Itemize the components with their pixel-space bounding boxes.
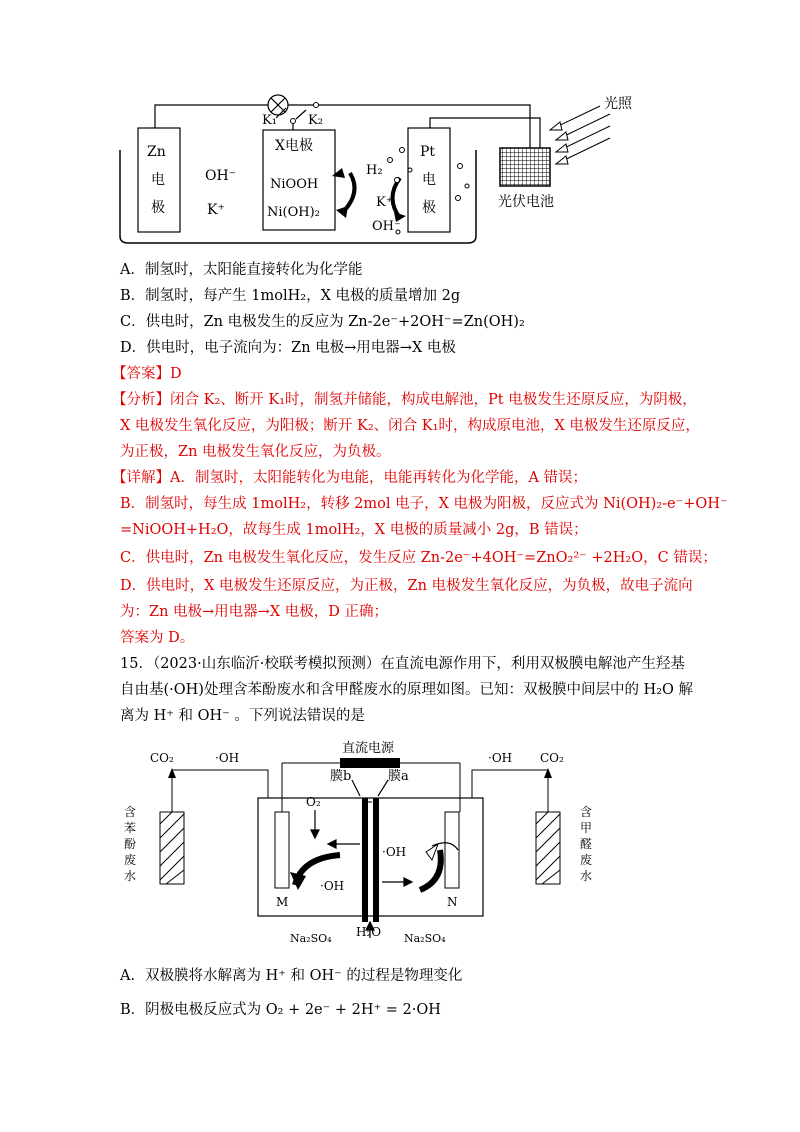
detail-line: 【详解】A．制氢时，太阳能转化为电能，电能再转化为化学能，A 错误； (112, 470, 588, 486)
power-label: 直流电源 (342, 741, 395, 756)
solar-cell-icon (500, 148, 550, 186)
svg-text:·OH: ·OH (382, 845, 407, 859)
svg-text:N: N (447, 895, 458, 909)
electrode-n (445, 812, 459, 888)
svg-text:甲: 甲 (580, 821, 593, 835)
svg-text:酚: 酚 (124, 837, 137, 851)
zn-label: Zn (147, 144, 166, 160)
svg-text:废: 废 (124, 853, 137, 867)
option-d: D．供电时，电子流向为：Zn 电极→用电器→X 电极 (120, 340, 456, 356)
light-label: 光照 (604, 96, 632, 112)
svg-text:·OH: ·OH (215, 751, 240, 765)
option-b: B．制氢时，每产生 1molH₂，X 电极的质量增加 2g (120, 288, 461, 304)
switch-k2 (296, 110, 306, 119)
question-stem: 15．（2023·山东临沂·校联考模拟预测）在直流电源作用下，利用双极膜电解池产生羟基 (120, 656, 685, 672)
analysis-line: 【分析】闭合 K₂、断开 K₁时，制氢并储能，构成电解池，Pt 电极发生还原反应，为阴极， (112, 392, 697, 408)
k1-label: K₁ (262, 113, 277, 128)
svg-text:水: 水 (580, 869, 593, 883)
curved-arrow-icon (393, 178, 401, 218)
electrode-m (275, 812, 289, 888)
svg-text:CO₂: CO₂ (150, 751, 174, 765)
electrolysis-battery-diagram (110, 88, 670, 248)
svg-text:·OH: ·OH (320, 879, 345, 893)
svg-text:极: 极 (151, 200, 165, 216)
membrane-b (362, 798, 368, 922)
option-c: C．供电时，Zn 电极发生的反应为 Zn-2e⁻+2OH⁻=Zn(OH)₂ (120, 314, 525, 330)
detail-line: 为：Zn 电极→用电器→X 电极，D 正确； (120, 604, 388, 620)
final-answer: 答案为 D。 (120, 630, 195, 646)
svg-text:K⁺: K⁺ (207, 202, 225, 218)
detail-line: D．供电时，X 电极发生还原反应，为正极，Zn 电极发生氧化反应，为负极，故电子流向 (120, 578, 693, 594)
svg-text:H₂O: H₂O (356, 925, 382, 939)
svg-text:膜b: 膜b (330, 769, 352, 784)
k2-label: K₂ (308, 113, 323, 128)
svg-text:含: 含 (124, 805, 137, 819)
svg-text:OH⁻: OH⁻ (372, 219, 401, 234)
svg-text:极: 极 (422, 200, 436, 216)
power-supply (340, 758, 400, 768)
svg-text:O₂: O₂ (306, 795, 321, 809)
svg-text:电: 电 (422, 172, 436, 188)
membrane-a (373, 798, 379, 922)
svg-text:·OH: ·OH (488, 751, 513, 765)
svg-text:膜a: 膜a (388, 769, 409, 784)
svg-text:CO₂: CO₂ (540, 751, 564, 765)
svg-text:醛: 醛 (580, 837, 593, 851)
answer-label: 【答案】D (112, 366, 182, 382)
svg-text:H₂: H₂ (366, 163, 383, 178)
svg-text:Na₂SO₄: Na₂SO₄ (404, 932, 446, 945)
svg-text:电: 电 (151, 172, 165, 188)
option-a: A．制氢时，太阳能直接转化为化学能 (120, 262, 363, 278)
solar-cell-label: 光伏电池 (498, 194, 554, 210)
svg-text:M: M (276, 895, 289, 909)
question-stem: 自由基(·OH)处理含苯酚废水和含甲醛废水的原理如图。已知：双极膜中间层中的 H₂O 解 (120, 682, 694, 698)
option-a: A．双极膜将水解离为 H⁺ 和 OH⁻ 的过程是物理变化 (120, 968, 463, 984)
svg-text:含: 含 (580, 805, 593, 819)
x-electrode-title: X电极 (275, 138, 313, 154)
detail-line: =NiOOH+H₂O，故每生成 1molH₂，X 电极的质量减小 2g，B 错误； (120, 522, 588, 538)
detail-line: B．制氢时，每生成 1molH₂，转移 2mol 电子，X 电极为阳极，反应式为 Ni(OH)₂-e⁻+OH⁻ (120, 496, 728, 512)
svg-text:Ni(OH)₂: Ni(OH)₂ (267, 205, 320, 220)
svg-text:NiOOH: NiOOH (270, 177, 319, 192)
svg-text:水: 水 (124, 869, 137, 883)
analysis-line: X 电极发生氧化反应，为阳极；断开 K₂、闭合 K₁时，构成原电池，X 电极发生还原反应， (120, 418, 700, 434)
question-stem: 离为 H⁺ 和 OH⁻ 。下列说法错误的是 (120, 708, 365, 724)
svg-text:苯: 苯 (124, 821, 137, 835)
svg-text:K⁺: K⁺ (376, 195, 393, 210)
svg-text:废: 废 (580, 853, 593, 867)
option-b: B．阴极电极反应式为 O₂ + 2e⁻ + 2H⁺ = 2·OH (120, 1002, 441, 1018)
analysis-line: 为正极，Zn 电极发生氧化反应，为负极。 (120, 444, 391, 460)
detail-line: C．供电时，Zn 电极发生氧化反应，发生反应 Zn-2e⁻+4OH⁻=ZnO₂²⁻ +2H₂O，C 错误； (120, 550, 717, 566)
bipolar-membrane-diagram (110, 740, 610, 950)
svg-text:OH⁻: OH⁻ (205, 168, 237, 184)
curved-arrow-icon (342, 173, 355, 213)
pt-label: Pt (420, 144, 436, 160)
svg-text:Na₂SO₄: Na₂SO₄ (290, 932, 332, 945)
